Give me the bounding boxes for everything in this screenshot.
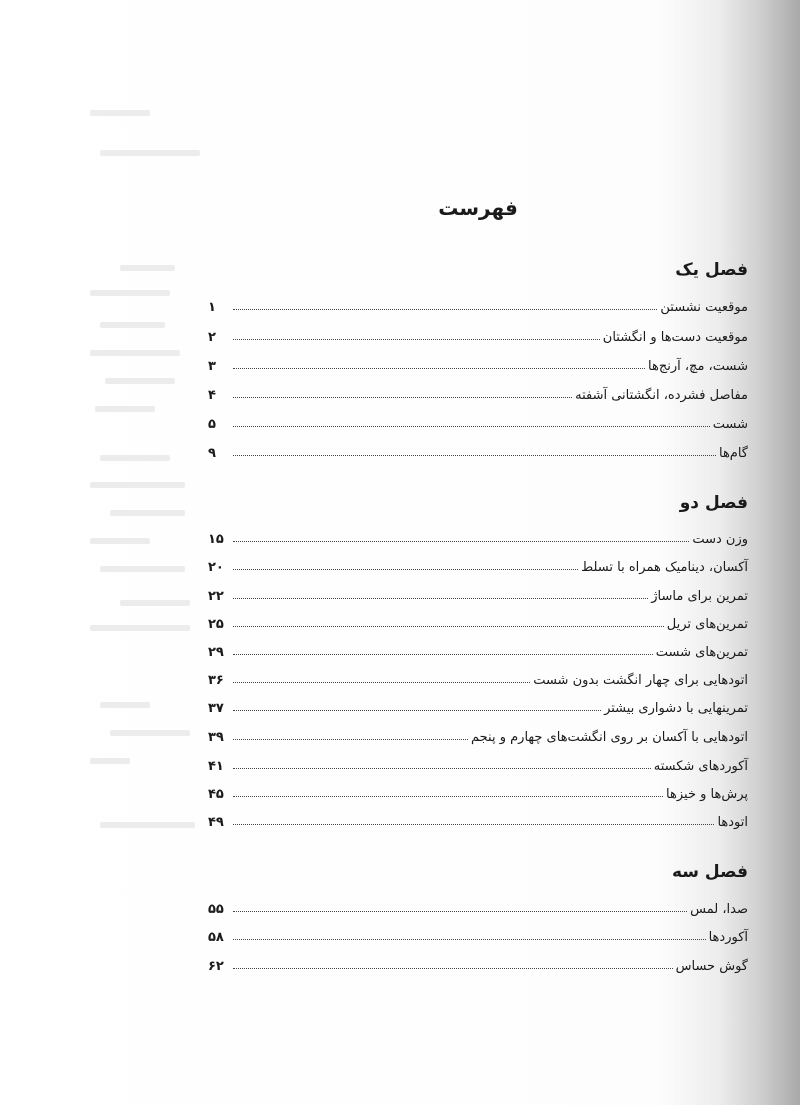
entry-page: ۵۸ xyxy=(208,930,224,945)
toc-entry[interactable] xyxy=(208,690,748,716)
chapter-heading: فصل سه xyxy=(671,862,748,882)
dot-leader xyxy=(233,455,716,456)
dot-leader xyxy=(233,598,648,599)
entry-title: اتودهایی برای چهار انگشت بدون شست xyxy=(533,673,748,688)
entry-title: موقعیت نشستن xyxy=(660,300,748,315)
page-title: فهرست xyxy=(438,196,518,220)
entry-title: تمرین برای ماساژ xyxy=(651,589,748,604)
entry-page: ۵ xyxy=(208,417,216,432)
entry-page: ۱ xyxy=(208,300,216,315)
dot-leader xyxy=(233,911,687,912)
toc-entry[interactable] xyxy=(208,804,748,830)
entry-title: مفاصل فشرده، انگشتانی آشفته xyxy=(575,388,748,403)
toc-entry[interactable] xyxy=(208,606,748,632)
chapter-heading: فصل دو xyxy=(679,493,748,513)
entry-title: گوش حساس xyxy=(675,959,748,974)
dot-leader xyxy=(233,968,673,969)
entry-page: ۴۵ xyxy=(208,787,224,802)
entry-page: ۲۰ xyxy=(208,560,224,575)
toc-entry[interactable] xyxy=(208,634,748,660)
dot-leader xyxy=(233,626,664,627)
entry-title: آکوردها xyxy=(708,930,748,945)
dot-leader xyxy=(233,397,572,398)
entry-page: ۵۵ xyxy=(208,902,224,917)
dot-leader xyxy=(233,339,600,340)
dot-leader xyxy=(233,939,706,940)
chapter-heading: فصل یک xyxy=(675,260,748,280)
entry-title: تمرین‌های تریل xyxy=(666,617,748,632)
entry-title: وزن دست xyxy=(692,532,748,547)
dot-leader xyxy=(233,796,663,797)
dot-leader xyxy=(233,541,689,542)
entry-title: تمرین‌های شست xyxy=(655,645,748,660)
entry-page: ۲۹ xyxy=(208,645,224,660)
toc-entry[interactable] xyxy=(208,377,748,403)
toc-entry[interactable] xyxy=(208,662,748,688)
entry-page: ۹ xyxy=(208,446,216,461)
dot-leader xyxy=(233,368,645,369)
entry-page: ۳۹ xyxy=(208,730,224,745)
entry-title: اتودهایی با آکسان بر روی انگشت‌های چهارم و پنجم xyxy=(470,730,748,745)
entry-title: گام‌ها xyxy=(718,446,748,461)
entry-page: ۶۲ xyxy=(208,959,224,974)
entry-page: ۴۹ xyxy=(208,815,224,830)
toc-entry[interactable] xyxy=(208,578,748,604)
toc-entry[interactable] xyxy=(208,719,748,745)
dot-leader xyxy=(233,569,578,570)
dot-leader xyxy=(233,824,714,825)
entry-title: موقعیت دست‌ها و انگشتان xyxy=(602,330,748,345)
dot-leader xyxy=(233,426,710,427)
dot-leader xyxy=(233,710,601,711)
entry-title: آکسان، دینامیک همراه با تسلط xyxy=(581,560,748,575)
entry-page: ۴ xyxy=(208,388,216,403)
toc-entry[interactable] xyxy=(208,776,748,802)
toc-entry[interactable] xyxy=(208,348,748,374)
toc-entry[interactable] xyxy=(208,891,748,917)
toc-entry[interactable] xyxy=(208,919,748,945)
entry-page: ۳۶ xyxy=(208,673,224,688)
dot-leader xyxy=(233,768,651,769)
toc-entry[interactable] xyxy=(208,521,748,547)
toc-entry[interactable] xyxy=(208,549,748,575)
dot-leader xyxy=(233,739,468,740)
entry-page: ۳۷ xyxy=(208,701,224,716)
entry-page: ۲ xyxy=(208,330,216,345)
toc-entry[interactable] xyxy=(208,748,748,774)
entry-title: صدا، لمس xyxy=(690,902,748,917)
entry-page: ۴۱ xyxy=(208,759,224,774)
entry-title: تمرینهایی با دشواری بیشتر xyxy=(604,701,748,716)
toc-entry[interactable] xyxy=(208,948,748,974)
entry-title: پرش‌ها و خیزها xyxy=(666,787,748,802)
dot-leader xyxy=(233,654,653,655)
toc-entry[interactable] xyxy=(208,435,748,461)
dot-leader xyxy=(233,309,657,310)
entry-page: ۱۵ xyxy=(208,532,224,547)
entry-title: آکوردهای شکسته xyxy=(653,759,748,774)
toc-entry[interactable] xyxy=(208,319,748,345)
entry-title: اتودها xyxy=(717,815,748,830)
entry-title: شست، مچ، آرنج‌ها xyxy=(648,359,748,374)
dot-leader xyxy=(233,682,530,683)
show-through-text xyxy=(90,110,200,870)
toc-entry[interactable] xyxy=(208,289,748,315)
entry-title: شست xyxy=(712,417,748,432)
entry-page: ۲۲ xyxy=(208,589,224,604)
entry-page: ۳ xyxy=(208,359,216,374)
toc-entry[interactable] xyxy=(208,406,748,432)
entry-page: ۲۵ xyxy=(208,617,224,632)
